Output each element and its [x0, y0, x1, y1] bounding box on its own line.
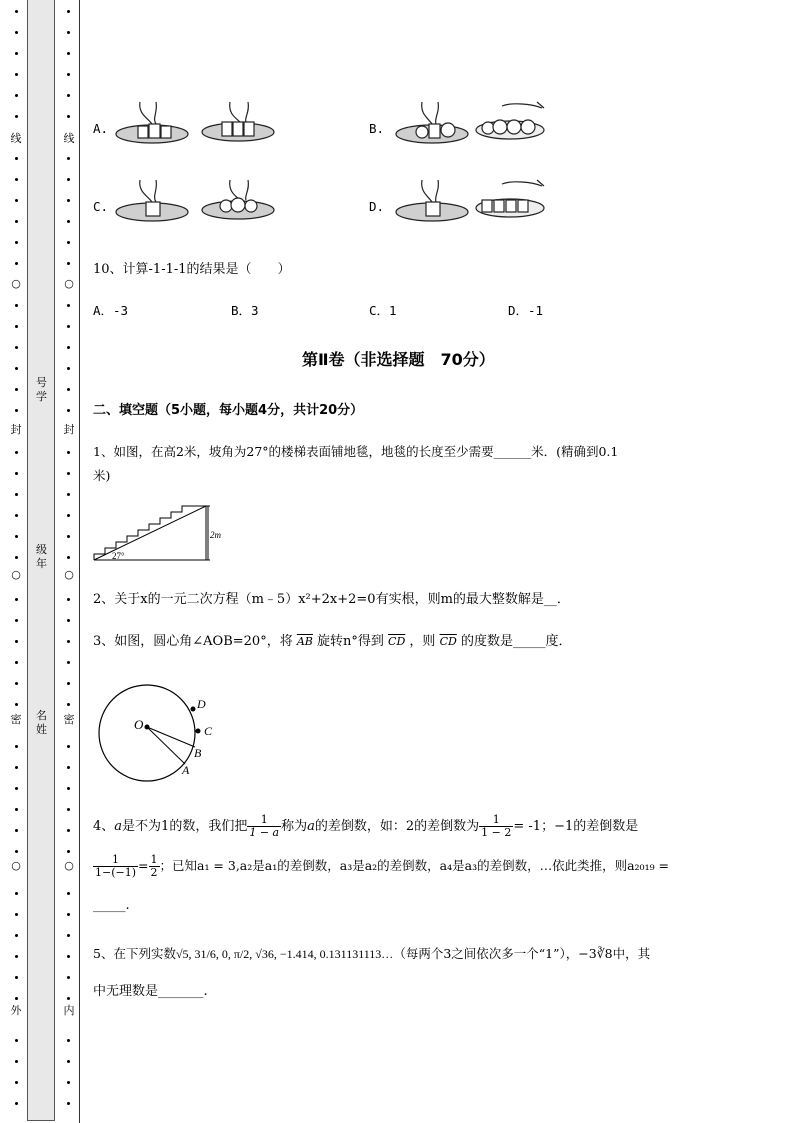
seal-mark-line: 线 — [10, 132, 22, 145]
q3-arc-cd-2: $\overline{CD}$ — [439, 635, 457, 648]
cut-line-dot — [15, 346, 18, 349]
cut-line-dot — [67, 598, 70, 601]
seal-mark-circle: ○ — [64, 568, 74, 581]
q10-stem: 10、计算-1-1-1的结果是（ ） — [93, 262, 291, 277]
cut-line-dot — [67, 346, 70, 349]
cut-line-dot — [15, 367, 18, 370]
q9-option-a-image — [112, 100, 282, 156]
seal-mark-outer: 外 — [10, 1004, 22, 1017]
cut-line-dot — [15, 850, 18, 853]
cut-line-dot — [15, 304, 18, 307]
cut-line-dot — [67, 1039, 70, 1042]
cut-line-dot — [15, 787, 18, 790]
cut-line-dot — [15, 94, 18, 97]
cut-line-dot — [15, 934, 18, 937]
cut-line-dot — [67, 934, 70, 937]
cut-line-dot — [15, 703, 18, 706]
seal-mark-circle: ○ — [64, 277, 74, 290]
frac-numerator: 1 — [93, 854, 138, 867]
cut-line-dot — [67, 787, 70, 790]
cut-line-dot — [67, 451, 70, 454]
q4-number: 4、 — [93, 819, 115, 834]
cut-line-dot — [67, 829, 70, 832]
q10-option-b: B．3 — [231, 303, 259, 318]
q4-fraction-4 — [149, 854, 160, 879]
cut-line-dot — [15, 598, 18, 601]
seal-mark-secret: 密 — [10, 713, 22, 726]
cut-line-dot — [15, 115, 18, 118]
cut-line-dot — [15, 661, 18, 664]
margin-border-line — [79, 0, 80, 1123]
student-number-label: 号学 — [36, 376, 47, 403]
cut-line-dot — [67, 73, 70, 76]
q9-option-d-image — [392, 178, 562, 234]
cut-line-dot — [15, 241, 18, 244]
cut-line-dot — [15, 766, 18, 769]
cut-line-dot — [67, 850, 70, 853]
dotted-cut-line-left — [12, 0, 20, 1123]
frac-denominator: 1 − a — [249, 826, 280, 839]
cut-line-dot — [15, 178, 18, 181]
frac-numerator: 1 — [479, 814, 513, 827]
q9-option-d-label: D. — [369, 199, 385, 214]
cut-line-dot — [15, 556, 18, 559]
cut-line-dot — [15, 325, 18, 328]
seal-mark-line: 线 — [63, 132, 75, 145]
q3-label-o: O — [134, 717, 144, 732]
q3-stem — [93, 630, 571, 649]
part-two-title: 第Ⅱ卷（非选择题 70分） — [302, 350, 495, 369]
seal-mark-seal: 封 — [63, 423, 75, 436]
q4-text: 的差倒数，如：2的差倒数为 — [314, 819, 480, 834]
q3-circle-figure — [92, 684, 222, 784]
q5-line1 — [93, 944, 650, 962]
cut-line-dot — [67, 661, 70, 664]
cut-line-dot — [15, 976, 18, 979]
name-label: 名姓 — [36, 709, 47, 736]
cut-line-dot — [67, 325, 70, 328]
cut-line-dot — [15, 472, 18, 475]
cut-line-dot — [67, 367, 70, 370]
cut-line-dot — [67, 262, 70, 265]
cut-line-dot — [15, 745, 18, 748]
cut-line-dot — [15, 829, 18, 832]
cut-line-dot — [15, 640, 18, 643]
cut-line-dot — [67, 703, 70, 706]
q2-stem: 2、关于x的一元二次方程（m﹣5）x²+2x+2=0有实根，则m的最大整数解是__． — [93, 592, 570, 607]
seal-mark-secret: 密 — [63, 713, 75, 726]
cut-line-dot — [67, 52, 70, 55]
seal-mark-seal: 封 — [10, 423, 22, 436]
q3-text-part3: ，则 — [409, 634, 436, 649]
cut-line-dot — [15, 1060, 18, 1063]
cut-line-dot — [67, 1102, 70, 1105]
cut-line-dot — [15, 493, 18, 496]
grade-label: 级年 — [36, 543, 47, 570]
frac-denominator: 1−(−1) — [95, 866, 137, 879]
q3-text-part2: 旋转n°得到 — [317, 634, 384, 649]
q9-option-c-image — [112, 178, 282, 234]
cut-line-dot — [15, 682, 18, 685]
q3-arc-ab: $\overline{AB}$ — [296, 635, 313, 648]
cut-line-dot — [67, 892, 70, 895]
frac-numerator: 1 — [150, 853, 158, 866]
cut-line-dot — [67, 409, 70, 412]
dotted-cut-line-right — [64, 0, 72, 1123]
cut-line-dot — [15, 52, 18, 55]
cut-line-dot — [15, 892, 18, 895]
cut-line-dot — [67, 31, 70, 34]
q4-line2 — [93, 854, 669, 879]
q4-var-a: a — [307, 819, 315, 834]
cut-line-dot — [67, 745, 70, 748]
cut-line-dot — [15, 73, 18, 76]
section-two-title: 二、填空题（5小题，每小题4分，共计20分） — [93, 403, 364, 418]
seal-mark-inner: 内 — [63, 1004, 75, 1017]
cut-line-dot — [67, 619, 70, 622]
q4-fraction-1 — [247, 814, 281, 839]
q3-arc-cd: $\overline{CD}$ — [388, 635, 406, 648]
cut-line-dot — [67, 535, 70, 538]
q4-text: 称为 — [281, 819, 308, 834]
q4-fraction-2 — [479, 814, 513, 839]
cut-line-dot — [67, 94, 70, 97]
cut-line-dot — [67, 199, 70, 202]
cut-line-dot — [67, 241, 70, 244]
q3-label-a: A — [182, 763, 190, 777]
seal-mark-circle: ○ — [11, 277, 21, 290]
cut-line-dot — [15, 1039, 18, 1042]
cut-line-dot — [15, 913, 18, 916]
cut-line-dot — [67, 388, 70, 391]
q3-label-d: D — [197, 697, 206, 711]
cut-line-dot — [67, 955, 70, 958]
cut-line-dot — [67, 766, 70, 769]
cut-line-dot — [15, 388, 18, 391]
q1-staircase-figure — [92, 504, 232, 566]
q4-text: 是不为1的数，我们把 — [122, 819, 248, 834]
cut-line-dot — [67, 220, 70, 223]
q4-var-a: a — [114, 819, 123, 834]
q4-text: ；已知a₁ = 3,a₂是a₁的差倒数，a₃是a₂的差倒数，a₄是a₃的差倒数，…依此类推，则a₂₀₁₉ = — [159, 858, 670, 873]
q9-option-b-image — [392, 100, 562, 156]
binding-margin — [0, 0, 82, 1123]
cut-line-dot — [67, 514, 70, 517]
q4-answer-blank: _____. — [93, 898, 130, 913]
cut-line-dot — [67, 640, 70, 643]
q1-angle-label: 27° — [112, 551, 125, 561]
q10-option-a: A．-3 — [93, 303, 129, 318]
cut-line-dot — [15, 1081, 18, 1084]
q1-stem-line2: 米) — [93, 468, 111, 483]
cut-line-dot — [15, 10, 18, 13]
seal-mark-circle: ○ — [11, 568, 21, 581]
q9-option-b-label: B. — [369, 121, 385, 136]
cut-line-dot — [15, 1102, 18, 1105]
frac-denominator: 1 − 2 — [481, 826, 512, 839]
cut-line-dot — [67, 10, 70, 13]
cut-line-dot — [67, 472, 70, 475]
q10-option-d: D．-1 — [508, 303, 544, 318]
seal-mark-circle: ○ — [11, 859, 21, 872]
cut-line-dot — [15, 997, 18, 1000]
cut-line-dot — [15, 409, 18, 412]
cut-line-dot — [67, 178, 70, 181]
q5-text: 5、在下列实数 — [93, 946, 176, 961]
q4-equals: = — [138, 858, 149, 873]
cut-line-dot — [15, 262, 18, 265]
q4-line1 — [93, 814, 638, 839]
cut-line-dot — [15, 220, 18, 223]
q3-text-part4: 的度数是_____度． — [460, 634, 572, 649]
q3-label-c: C — [204, 724, 213, 738]
cut-line-dot — [15, 514, 18, 517]
cut-line-dot — [67, 913, 70, 916]
cut-line-dot — [67, 808, 70, 811]
cut-line-dot — [67, 1060, 70, 1063]
q1-height-label: 2m — [210, 530, 221, 540]
seal-mark-circle: ○ — [64, 859, 74, 872]
cut-line-dot — [67, 115, 70, 118]
cut-line-dot — [67, 157, 70, 160]
q9-option-a-label: A. — [93, 121, 109, 136]
cut-line-dot — [67, 997, 70, 1000]
frac-denominator: 2 — [150, 866, 158, 879]
q4-text: = -1；−1的差倒数是 — [513, 819, 639, 834]
cut-line-dot — [67, 556, 70, 559]
cut-line-dot — [15, 808, 18, 811]
q5-text: （每两个3之间依次多一个“1”），−3∛8中，其 — [393, 946, 651, 961]
cut-line-dot — [15, 31, 18, 34]
frac-numerator: 1 — [247, 814, 281, 827]
cut-line-dot — [67, 493, 70, 496]
cut-line-dot — [15, 199, 18, 202]
cut-line-dot — [67, 682, 70, 685]
cut-line-dot — [15, 535, 18, 538]
q5-number-list: √5, 31/6, 0, π/2, √36, −1.414, 0.131131113… — [175, 947, 394, 961]
q4-fraction-3 — [93, 854, 138, 879]
cut-line-dot — [15, 157, 18, 160]
q3-label-b: B — [194, 746, 202, 760]
cut-line-dot — [67, 1081, 70, 1084]
q10-option-c: C．1 — [369, 303, 397, 318]
q9-option-c-label: C. — [93, 199, 109, 214]
q5-line2: 中无理数是_______. — [93, 984, 208, 999]
cut-line-dot — [15, 619, 18, 622]
cut-line-dot — [67, 976, 70, 979]
q3-text-part1: 3、如图，圆心角∠AOB=20°，将 — [93, 634, 293, 649]
q1-stem-line1: 1、如图，在高2米，坡角为27°的楼梯表面铺地毯，地毯的长度至少需要______米．(精确到0.1 — [93, 444, 619, 459]
cut-line-dot — [67, 304, 70, 307]
cut-line-dot — [15, 955, 18, 958]
cut-line-dot — [15, 451, 18, 454]
